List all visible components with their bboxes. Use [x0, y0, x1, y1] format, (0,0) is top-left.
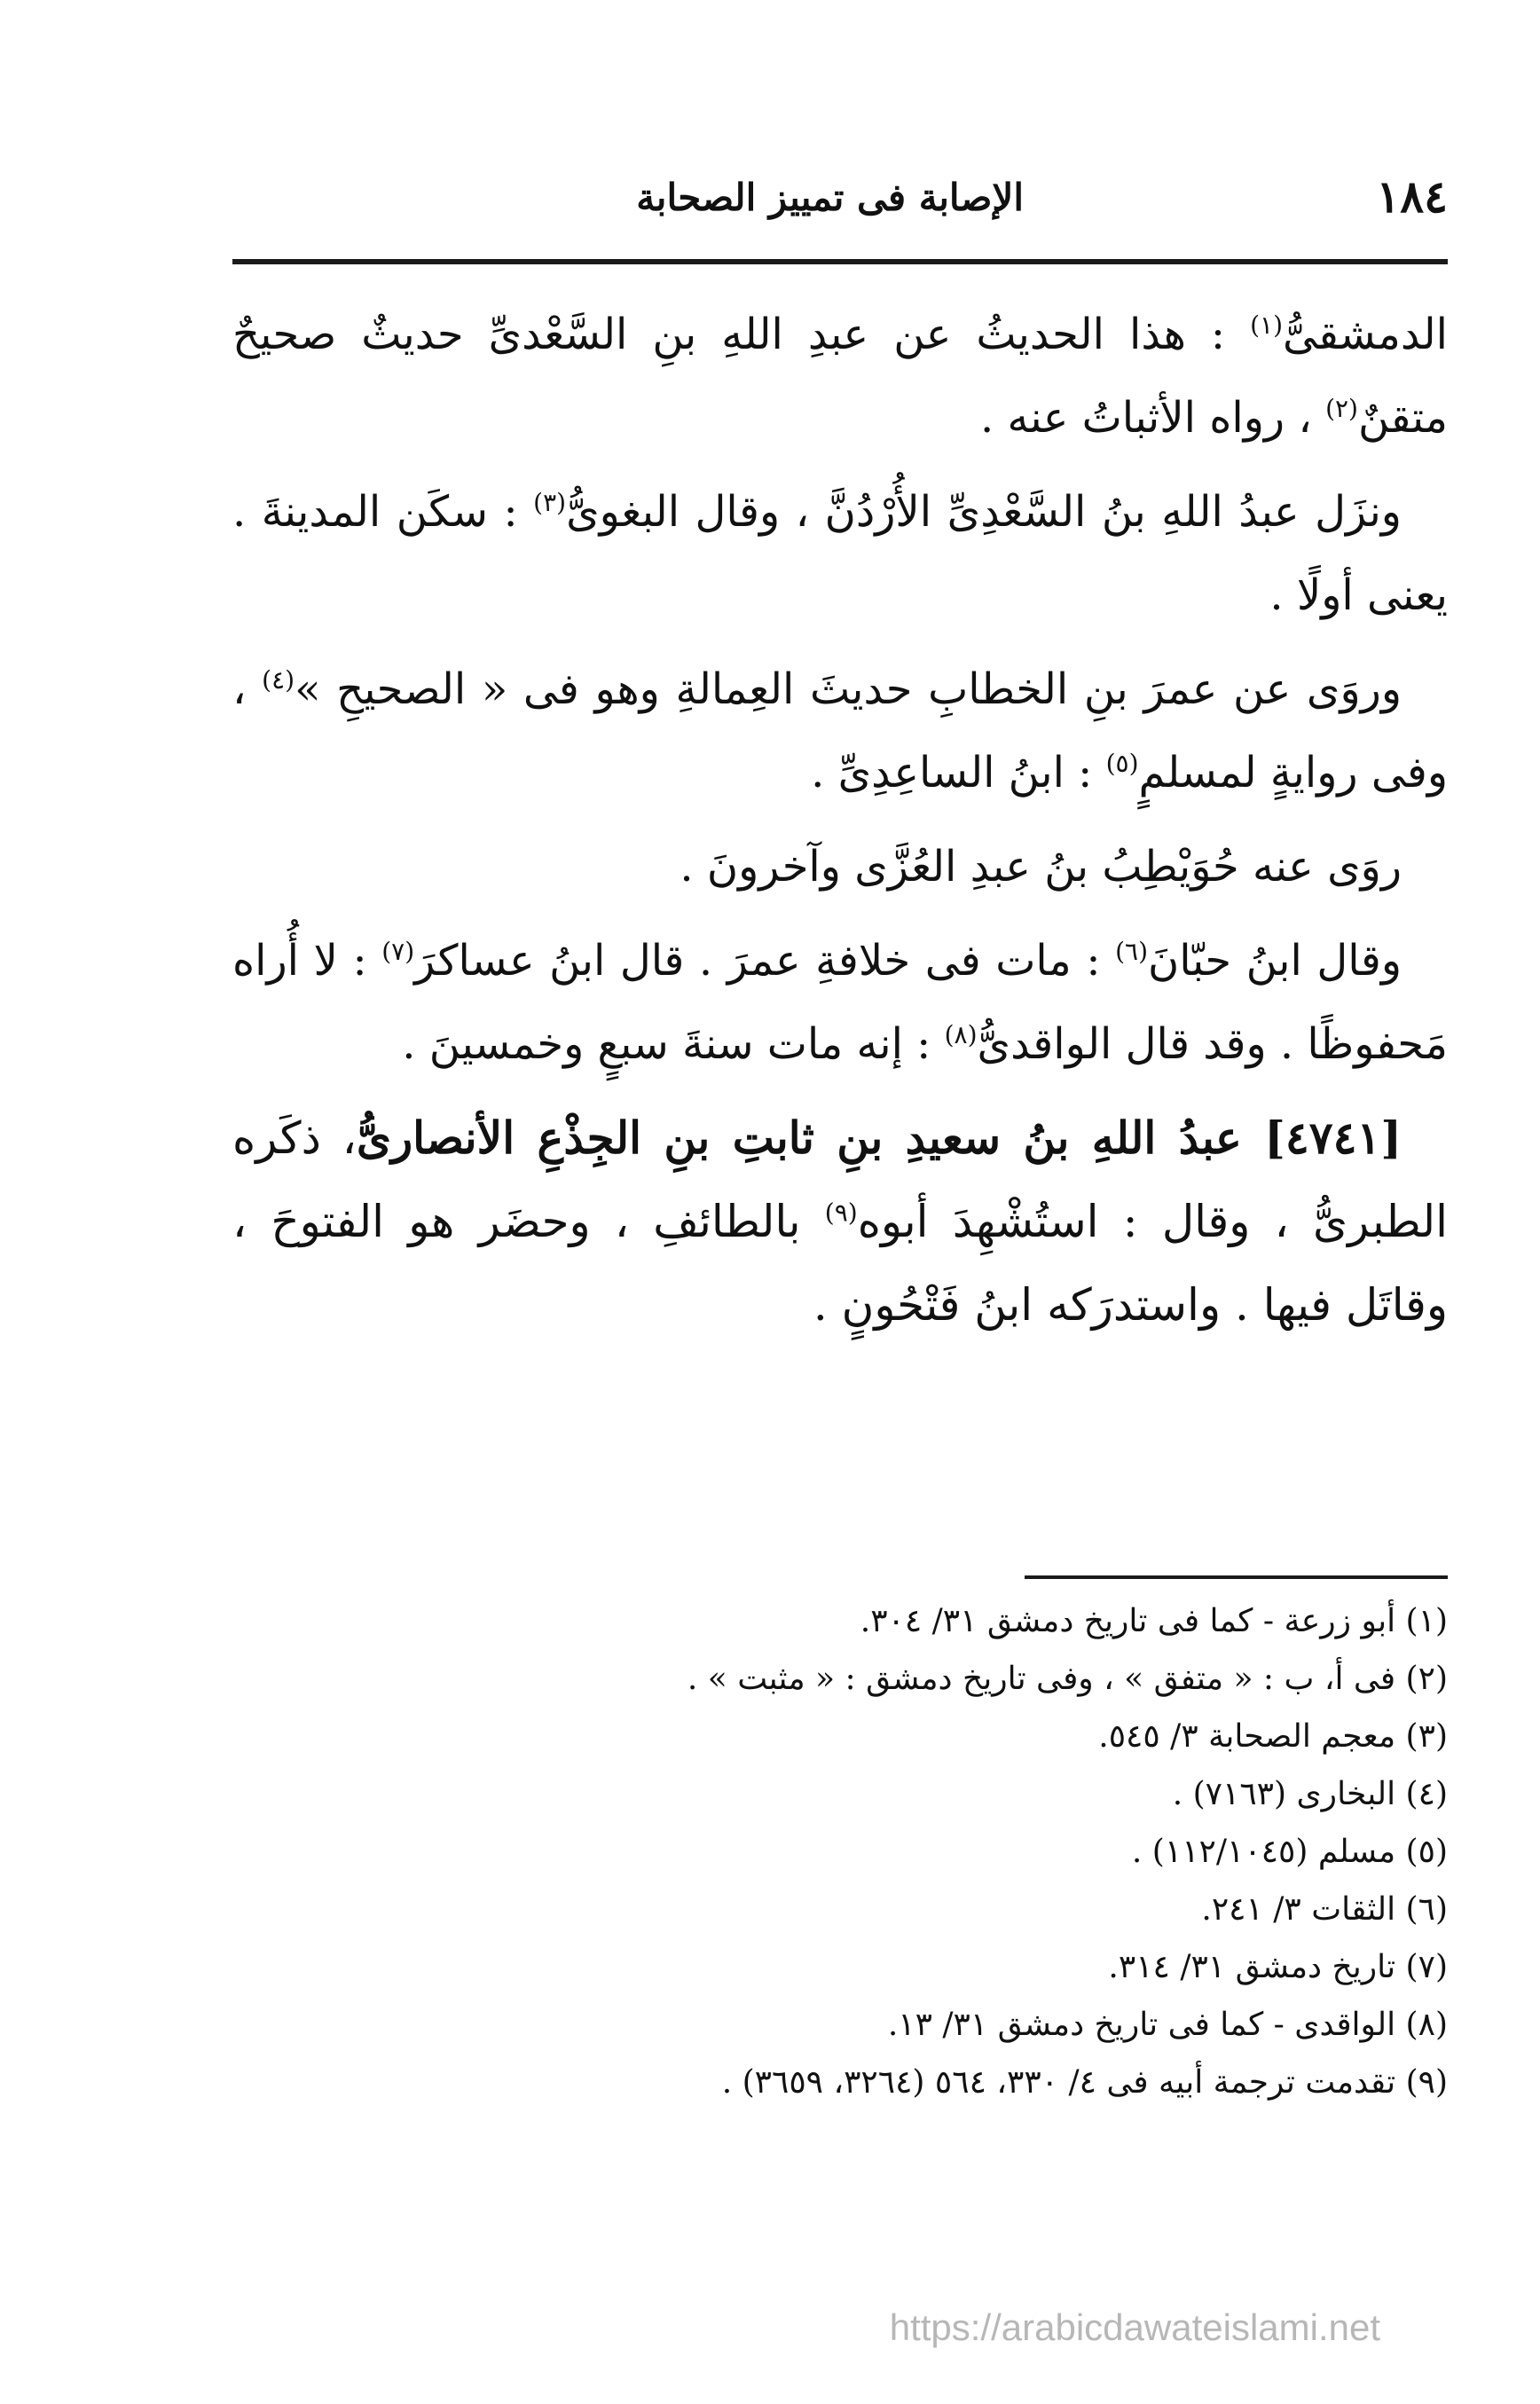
text-run: بالطائفِ ، وحضَر هو الفتوحَ ، وقاتَل فيها . واستدرَكه ابنُ فَتْحُونٍ .: [232, 1196, 1448, 1331]
page-number: ١٨٤: [1376, 170, 1448, 223]
text-run: : هذا الحديثُ عن عبدِ اللهِ بنِ السَّعْدىِّ حديثٌ صحيحٌ متقنٌ: [232, 310, 1448, 443]
paragraph-5: [232, 919, 1448, 1086]
footnote-1: (١) أبو زرعة - كما فى تاريخ دمشق ٣١/ ٣٠٤.: [860, 1603, 1448, 1639]
footnote-ref[interactable]: (٢): [1325, 394, 1358, 423]
text-run: الدمشقىُّ: [1283, 310, 1448, 359]
footnote-ref[interactable]: (٨): [944, 1020, 978, 1049]
text-run: : إنه مات سنةَ سبعٍ وخمسينَ .: [402, 1019, 945, 1069]
footnotes: [232, 1597, 1448, 2116]
footnote-ref[interactable]: (٣): [533, 488, 567, 517]
text-run: ، ذكَره الطبرىُّ ، وقال : استُشْهِدَ أبوه: [232, 1112, 1448, 1247]
text-run: : لا أُراه مَحفوظًا . وقد قال الواقدىُّ: [232, 936, 1448, 1069]
footnote-ref[interactable]: (٤): [262, 665, 295, 695]
text-run: روَى عنه حُوَيْطِبُ بنُ عبدِ العُزَّى وآخرونَ .: [680, 842, 1402, 892]
footnote-ref[interactable]: (٩): [824, 1198, 858, 1228]
text-run: ، وفى روايةٍ لمسلمٍ: [232, 664, 1448, 797]
text-run: وقال ابنُ حبّانَ: [1148, 936, 1402, 986]
entry-heading: [٤٧٤١] عبدُ اللهِ بنُ سعيدِ بنِ ثابتِ بنِ الجِذْعِ الأنصارىُّ: [356, 1112, 1402, 1164]
text-run: : مات فى خلافةِ عمرَ . قال ابنُ عساكرَ: [414, 936, 1116, 986]
footnote-7: (٧) تاريخ دمشق ٣١/ ٣١٤.: [1108, 1949, 1448, 1985]
paragraph-2: [232, 470, 1448, 637]
text-run: وروَى عن عمرَ بنِ الخطابِ حديثَ العِمالةِ وهو فى « الصحيحِ »: [295, 664, 1402, 714]
main-text: [232, 293, 1448, 1357]
footnote-6: (٦) الثقات ٣/ ٢٤١.: [1201, 1891, 1448, 1928]
footnote-9: (٩) تقدمت ترجمة أبيه فى ٤/ ٣٣٠، ٥٦٤ (٣٢٦٤، ٣٦٥٩) .: [721, 2064, 1448, 2101]
page-header: [232, 170, 1448, 232]
paragraph-1: [232, 293, 1448, 460]
text-run: ، رواه الأثباتُ عنه .: [979, 393, 1326, 443]
footnote-2: (٢) فى أ، ب : « متفق » ، وفى تاريخ دمشق : « مثبت » .: [687, 1661, 1448, 1697]
paragraph-4: [232, 825, 1448, 908]
text-run: ونزَل عبدُ اللهِ بنُ السَّعْدِىِّ الأُرْدُنَّ ، وقال البغوىُّ: [566, 487, 1402, 537]
running-title: الإصابة فى تمييز الصحابة: [636, 176, 1024, 219]
paragraph-3: [232, 648, 1448, 814]
watermark-url: https://arabicdawateislami.net: [889, 2306, 1380, 2348]
footnote-ref[interactable]: (٦): [1115, 937, 1148, 966]
entry-4741: [232, 1096, 1448, 1347]
footnote-5: (٥) مسلم (١١٢/١٠٤٥) .: [1131, 1834, 1448, 1870]
footnote-3: (٣) معجم الصحابة ٣/ ٥٤٥.: [1098, 1718, 1448, 1755]
footnote-ref[interactable]: (١): [1250, 310, 1284, 340]
text-run: : ابنُ الساعِدِىِّ .: [811, 748, 1106, 797]
footnote-rule: [1025, 1575, 1448, 1579]
footnote-4: (٤) البخارى (٧١٦٣) .: [1172, 1776, 1448, 1812]
footnote-ref[interactable]: (٧): [381, 937, 415, 966]
footnote-8: (٨) الواقدى - كما فى تاريخ دمشق ٣١/ ١٣.: [887, 2007, 1448, 2043]
text-run: : سكَن المدينةَ . يعنى أولًا .: [232, 487, 1448, 620]
header-rule: [232, 259, 1448, 264]
footnote-ref[interactable]: (٥): [1105, 749, 1139, 778]
